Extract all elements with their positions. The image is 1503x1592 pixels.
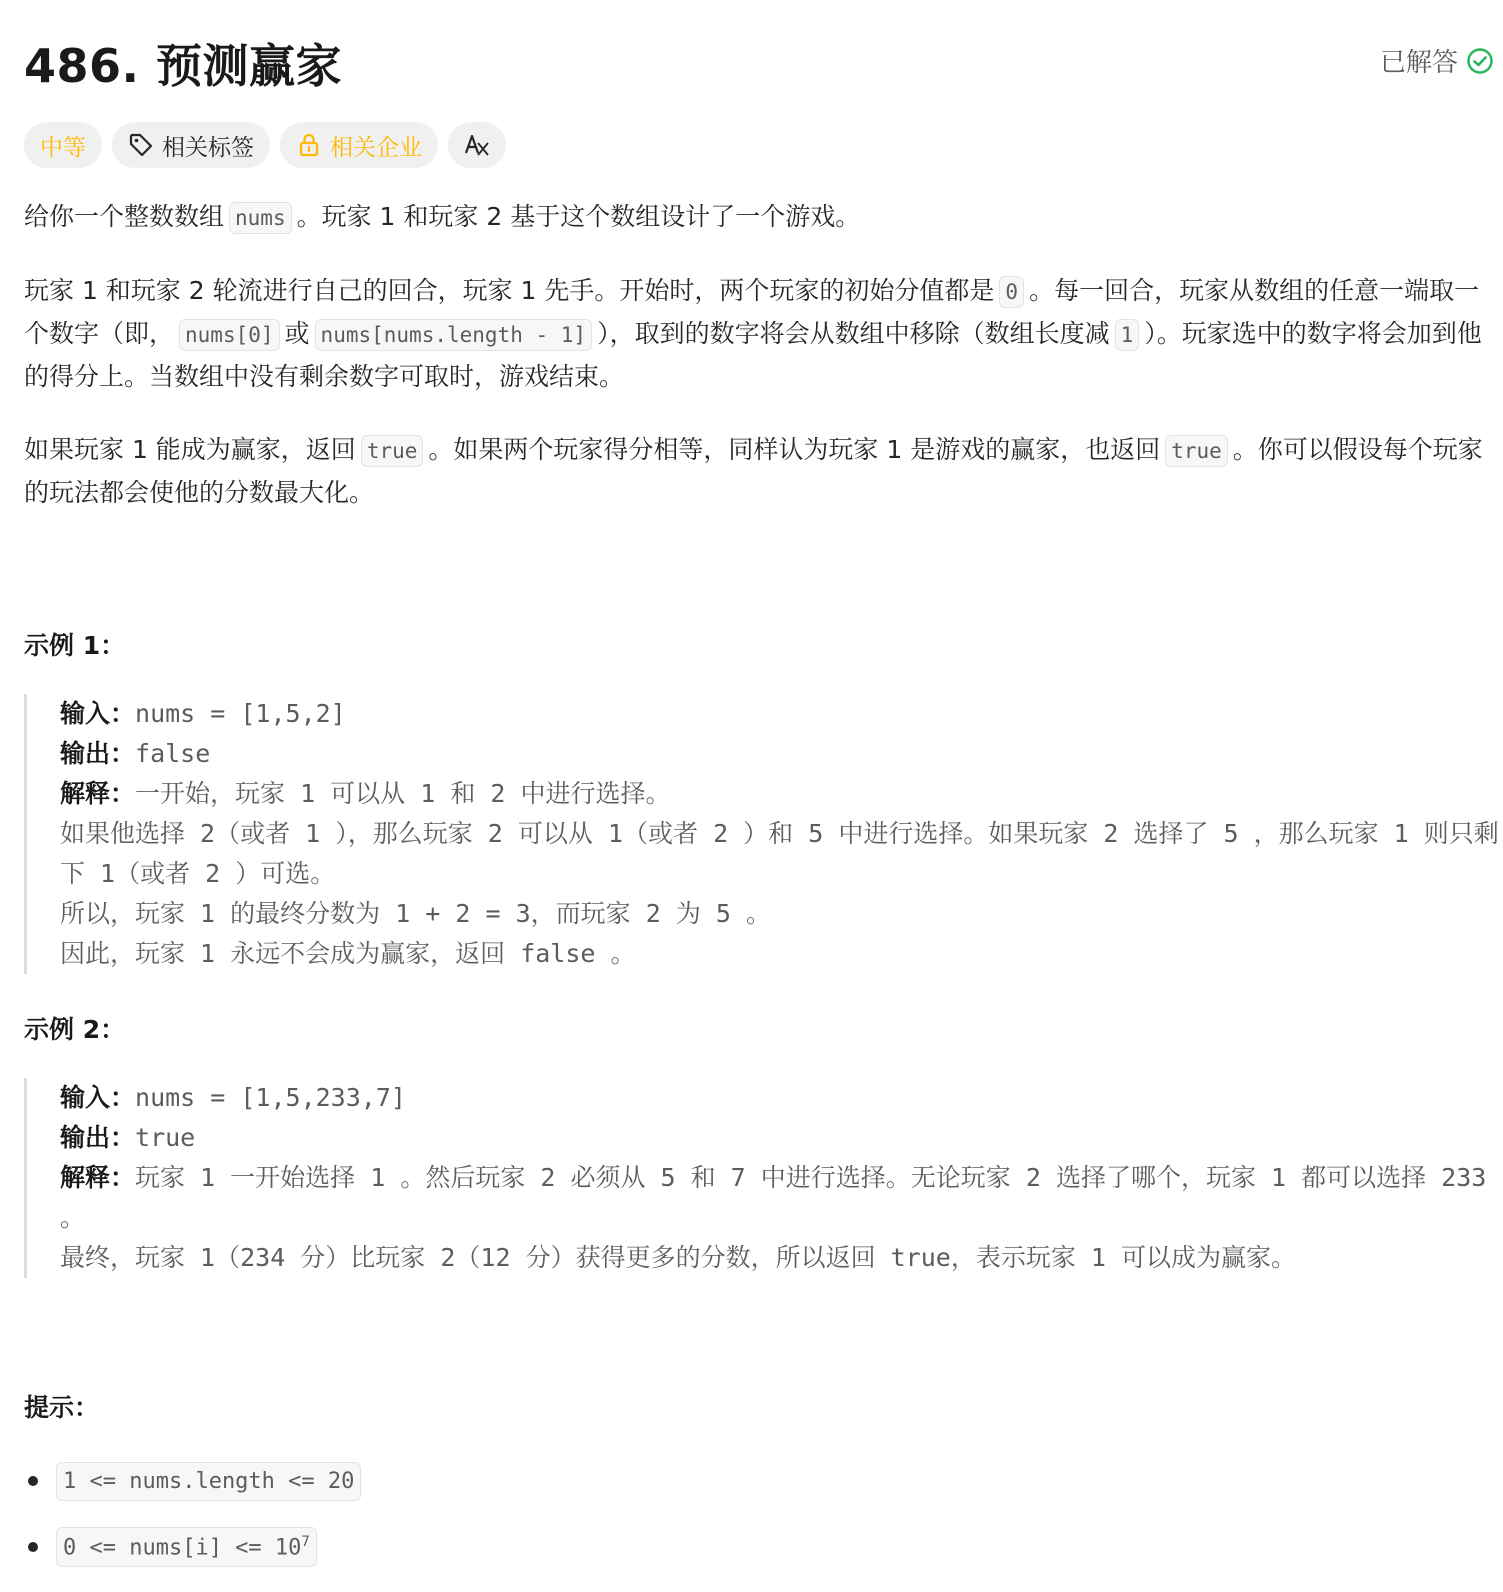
- translate-button[interactable]: [448, 122, 506, 168]
- example-1-block: [24, 694, 1503, 974]
- example-1-heading: 示例 1：: [24, 631, 126, 660]
- explain-label: 解释：: [60, 779, 136, 808]
- tag-row: [24, 122, 506, 168]
- bullet: [28, 1542, 38, 1552]
- translate-icon: [464, 132, 490, 158]
- inline-code: 0 <= nums[i] <= $10^7$: [56, 1527, 317, 1567]
- difficulty-label: 中等: [40, 134, 86, 161]
- inline-code: 1 <= nums.length <= 20: [56, 1462, 361, 1501]
- inline-code: true: [1165, 435, 1228, 467]
- list-item: [24, 1460, 366, 1502]
- related-companies-label: 相关企业: [330, 134, 422, 161]
- explain-text: 玩家 1 一开始选择 1 。然后玩家 2 必须从 5 和 7 中进行选择。无论玩家 2 选择了哪个，玩家 1 都可以选择 233 。 最终，玩家 1（234 分）比玩家 2（12 分）获得更多的分数，所以返回 true，表示玩家 1 可以成为赢家。: [60, 1163, 1487, 1272]
- inline-code: true: [361, 435, 424, 467]
- desc-paragraph-2: 玩家 1 和玩家 2 轮流进行自己的回合，玩家 1 先手。开始时，两个玩家的初始分值都是 0 。每一回合，玩家从数组的任意一端取一个数字（即， nums[0] 或 nums[nums.length - 1] ），取到的数字将会从数组中移除（数组长度减 1 ）。玩家选中的数字将会加到他的得分上。当数组中没有剩余数字可取时，游戏结束。: [24, 276, 1482, 391]
- input-label: 输入：: [60, 699, 136, 728]
- input-value: nums = [1,5,233,7]: [135, 1083, 406, 1112]
- input-label: 输入：: [60, 1083, 136, 1112]
- output-value: true: [135, 1123, 196, 1152]
- input-value: nums = [1,5,2]: [135, 699, 346, 728]
- problem-title[interactable]: 486. 预测赢家: [24, 39, 343, 93]
- hints-heading: 提示：: [24, 1393, 100, 1422]
- output-label: 输出：: [60, 1123, 136, 1152]
- difficulty-badge: [24, 122, 102, 168]
- output-value: false: [135, 739, 211, 768]
- hints-list: [24, 1460, 366, 1592]
- solved-label: 已解答: [1379, 48, 1458, 78]
- lock-icon: [296, 132, 322, 158]
- related-companies-button[interactable]: [280, 122, 438, 168]
- inline-code: nums[0]: [179, 319, 280, 351]
- bullet: [28, 1476, 38, 1486]
- explain-label: 解释：: [60, 1163, 136, 1192]
- list-item: [24, 1526, 366, 1568]
- title-row: [24, 22, 1494, 102]
- output-label: 输出：: [60, 739, 136, 768]
- related-tags-button[interactable]: [112, 122, 270, 168]
- check-circle-icon: [1466, 47, 1494, 75]
- problem-description: [24, 196, 1494, 545]
- tag-icon: [128, 132, 154, 158]
- explain-text: 一开始，玩家 1 可以从 1 和 2 中进行选择。 如果他选择 2（或者 1 ），那么玩家 2 可以从 1（或者 2 ）和 5 中进行选择。如果玩家 2 选择了 5 ，那么玩家 1 则只剩下 1（或者 2 ）可选。 所以，玩家 1 的最终分数为 1 + 2 = 3，而玩家 2 为 5 。 因此，玩家 1 永远不会成为赢家，返回 false 。: [60, 779, 1499, 968]
- example-2-heading: 示例 2：: [24, 1015, 126, 1044]
- solved-status: [1380, 42, 1494, 79]
- related-tags-label: 相关标签: [162, 134, 254, 161]
- desc-paragraph-3: 如果玩家 1 能成为赢家，返回 true 。如果两个玩家得分相等，同样认为玩家 1 是游戏的赢家，也返回 true 。你可以假设每个玩家的玩法都会使他的分数最大化。: [24, 435, 1483, 507]
- inline-code: nums[nums.length - 1]: [315, 319, 593, 351]
- desc-paragraph-1: 给你一个整数数组 nums 。玩家 1 和玩家 2 基于这个数组设计了一个游戏。: [24, 196, 1494, 239]
- example-2-block: [24, 1078, 1503, 1278]
- inline-code: nums: [229, 202, 292, 234]
- inline-code: 1: [1115, 319, 1140, 351]
- inline-code: 0: [999, 276, 1024, 308]
